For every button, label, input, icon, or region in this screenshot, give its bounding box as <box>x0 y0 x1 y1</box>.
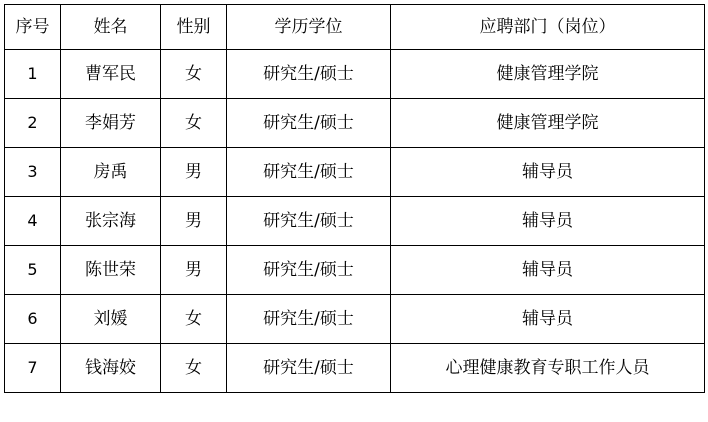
table-row <box>5 50 705 99</box>
cell-index: 3 <box>5 148 61 197</box>
cell-degree: 研究生/硕士 <box>227 197 391 246</box>
column-header-index: 序号 <box>5 5 61 50</box>
column-header-name: 姓名 <box>61 5 161 50</box>
cell-gender: 男 <box>161 197 227 246</box>
cell-gender: 女 <box>161 50 227 99</box>
cell-department: 辅导员 <box>391 295 705 344</box>
document-page <box>0 4 708 422</box>
cell-gender: 女 <box>161 99 227 148</box>
cell-department: 辅导员 <box>391 246 705 295</box>
cell-name: 李娟芳 <box>61 99 161 148</box>
column-header-department: 应聘部门（岗位） <box>391 5 705 50</box>
table-header-row <box>5 5 705 50</box>
cell-degree: 研究生/硕士 <box>227 99 391 148</box>
cell-degree: 研究生/硕士 <box>227 344 391 393</box>
cell-degree: 研究生/硕士 <box>227 50 391 99</box>
cell-gender: 男 <box>161 148 227 197</box>
cell-name: 钱海姣 <box>61 344 161 393</box>
table-row <box>5 148 705 197</box>
cell-department: 心理健康教育专职工作人员 <box>391 344 705 393</box>
table-body <box>5 50 705 393</box>
table-row <box>5 246 705 295</box>
column-header-gender: 性别 <box>161 5 227 50</box>
cell-degree: 研究生/硕士 <box>227 246 391 295</box>
cell-department: 辅导员 <box>391 148 705 197</box>
cell-index: 4 <box>5 197 61 246</box>
cell-degree: 研究生/硕士 <box>227 295 391 344</box>
cell-department: 辅导员 <box>391 197 705 246</box>
cell-index: 7 <box>5 344 61 393</box>
cell-name: 刘媛 <box>61 295 161 344</box>
cell-index: 5 <box>5 246 61 295</box>
cell-name: 房禹 <box>61 148 161 197</box>
table-row <box>5 197 705 246</box>
cell-gender: 女 <box>161 295 227 344</box>
cell-department: 健康管理学院 <box>391 99 705 148</box>
column-header-degree: 学历学位 <box>227 5 391 50</box>
cell-department: 健康管理学院 <box>391 50 705 99</box>
table-header <box>5 5 705 50</box>
cell-index: 1 <box>5 50 61 99</box>
cell-gender: 男 <box>161 246 227 295</box>
applicant-roster-table <box>4 4 705 393</box>
cell-degree: 研究生/硕士 <box>227 148 391 197</box>
cell-name: 曹军民 <box>61 50 161 99</box>
cell-gender: 女 <box>161 344 227 393</box>
cell-name: 张宗海 <box>61 197 161 246</box>
table-row <box>5 344 705 393</box>
cell-index: 6 <box>5 295 61 344</box>
cell-name: 陈世荣 <box>61 246 161 295</box>
table-row <box>5 295 705 344</box>
table-row <box>5 99 705 148</box>
cell-index: 2 <box>5 99 61 148</box>
